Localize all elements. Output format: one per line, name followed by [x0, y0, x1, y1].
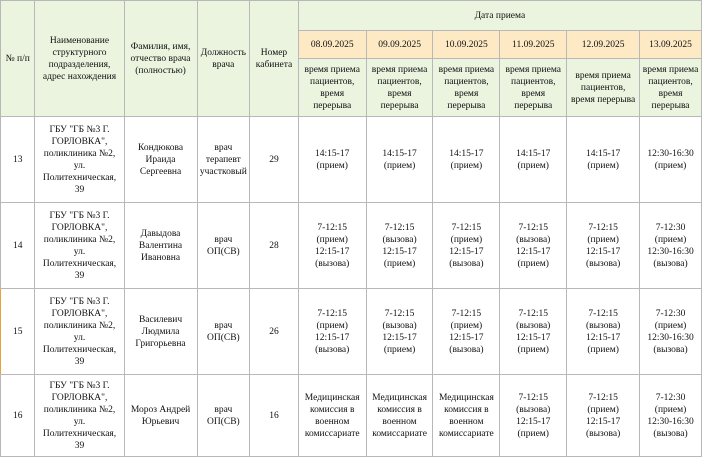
sub-header-time: время приема пациентов, время перерыва — [567, 59, 640, 117]
slot-cell: 7-12:30 (прием) 12:30-16:30 (вызова) — [640, 289, 702, 375]
slot-cell: 7-12:15 (вызова) 12:15-17 (прием) — [567, 289, 640, 375]
slot-cell: 14:15-17 (прием) — [433, 117, 500, 203]
table-row — [1, 289, 702, 375]
slot-cell: 7-12:15 (прием) 12:15-17 (вызова) — [433, 289, 500, 375]
col-header-date-group: Дата приема — [298, 1, 701, 31]
row-department: ГБУ "ГБ №3 Г. ГОРЛОВКА", поликлиника №2, ул. Политехническая, 39 — [35, 289, 124, 375]
slot-cell: 7-12:15 (прием) 12:15-17 (вызова) — [298, 289, 366, 375]
col-header-position: Должность врача — [197, 1, 250, 117]
sub-header-time: время приема пациентов, время перерыва — [500, 59, 567, 117]
row-position: врач ОП(СВ) — [197, 289, 250, 375]
slot-cell: 7-12:30 (прием) 12:30-16:30 (вызова) — [640, 203, 702, 289]
date-header: 08.09.2025 — [298, 31, 366, 59]
row-position: врач терапевт участковый — [197, 117, 250, 203]
slot-cell: Медицинская комиссия в военном комиссариате — [366, 375, 433, 457]
date-header: 09.09.2025 — [366, 31, 433, 59]
slot-cell: 7-12:15 (вызова) 12:15-17 (прием) — [366, 203, 433, 289]
row-room: 28 — [250, 203, 299, 289]
slot-cell: 14:15-17 (прием) — [298, 117, 366, 203]
table-row — [1, 117, 702, 203]
table-row — [1, 375, 702, 457]
row-position: врач ОП(СВ) — [197, 203, 250, 289]
col-header-room: Номер кабинета — [250, 1, 299, 117]
slot-cell: 14:15-17 (прием) — [500, 117, 567, 203]
sub-header-time: время приема пациентов, время перерыва — [298, 59, 366, 117]
row-room: 29 — [250, 117, 299, 203]
slot-cell: Медицинская комиссия в военном комиссариате — [433, 375, 500, 457]
row-doctor-name: Василевич Людмила Григорьевна — [124, 289, 197, 375]
slot-cell: 7-12:15 (прием) 12:15-17 (вызова) — [298, 203, 366, 289]
date-header: 12.09.2025 — [567, 31, 640, 59]
row-department: ГБУ "ГБ №3 Г. ГОРЛОВКА", поликлиника №2, ул. Политехническая, 39 — [35, 117, 124, 203]
slot-cell: 7-12:15 (вызова) 12:15-17 (прием) — [500, 375, 567, 457]
row-doctor-name: Давыдова Валентина Ивановна — [124, 203, 197, 289]
slot-cell: 7-12:15 (вызова) 12:15-17 (прием) — [500, 203, 567, 289]
row-doctor-name: Кондюкова Ираида Сергеевна — [124, 117, 197, 203]
slot-cell: 7-12:15 (прием) 12:15-17 (вызова) — [567, 203, 640, 289]
slot-cell: 7-12:15 (прием) 12:15-17 (вызова) — [433, 203, 500, 289]
row-number: 16 — [1, 375, 35, 457]
row-department: ГБУ "ГБ №3 Г. ГОРЛОВКА", поликлиника №2, ул. Политехническая, 39 — [35, 375, 124, 457]
col-header-department: Наименование структурного подразделения, адрес нахождения — [35, 1, 124, 117]
slot-cell: 14:15-17 (прием) — [567, 117, 640, 203]
date-header: 11.09.2025 — [500, 31, 567, 59]
row-number: 14 — [1, 203, 35, 289]
row-room: 26 — [250, 289, 299, 375]
sub-header-time: время приема пациентов, время перерыва — [640, 59, 702, 117]
slot-cell: 12:30-16:30 (прием) — [640, 117, 702, 203]
row-number: 13 — [1, 117, 35, 203]
slot-cell: 7-12:15 (вызова) 12:15-17 (прием) — [366, 289, 433, 375]
row-room: 16 — [250, 375, 299, 457]
row-department: ГБУ "ГБ №3 Г. ГОРЛОВКА", поликлиника №2, ул. Политехническая, 39 — [35, 203, 124, 289]
slot-cell: 7-12:15 (вызова) 12:15-17 (прием) — [500, 289, 567, 375]
sub-header-time: время приема пациентов, время перерыва — [366, 59, 433, 117]
slot-cell: 7-12:30 (прием) 12:30-16:30 (вызова) — [640, 375, 702, 457]
row-position: врач ОП(СВ) — [197, 375, 250, 457]
sub-header-time: время приема пациентов, время перерыва — [433, 59, 500, 117]
date-header: 13.09.2025 — [640, 31, 702, 59]
date-header: 10.09.2025 — [433, 31, 500, 59]
col-header-doctor-name: Фамилия, имя, отчество врача (полностью) — [124, 1, 197, 117]
row-number: 15 — [1, 289, 35, 375]
row-doctor-name: Мороз Андрей Юрьевич — [124, 375, 197, 457]
table-row — [1, 203, 702, 289]
slot-cell: 14:15-17 (прием) — [366, 117, 433, 203]
slot-cell: Медицинская комиссия в военном комиссариате — [298, 375, 366, 457]
slot-cell: 7-12:15 (прием) 12:15-17 (вызова) — [567, 375, 640, 457]
col-header-number: № п/п — [1, 1, 35, 117]
